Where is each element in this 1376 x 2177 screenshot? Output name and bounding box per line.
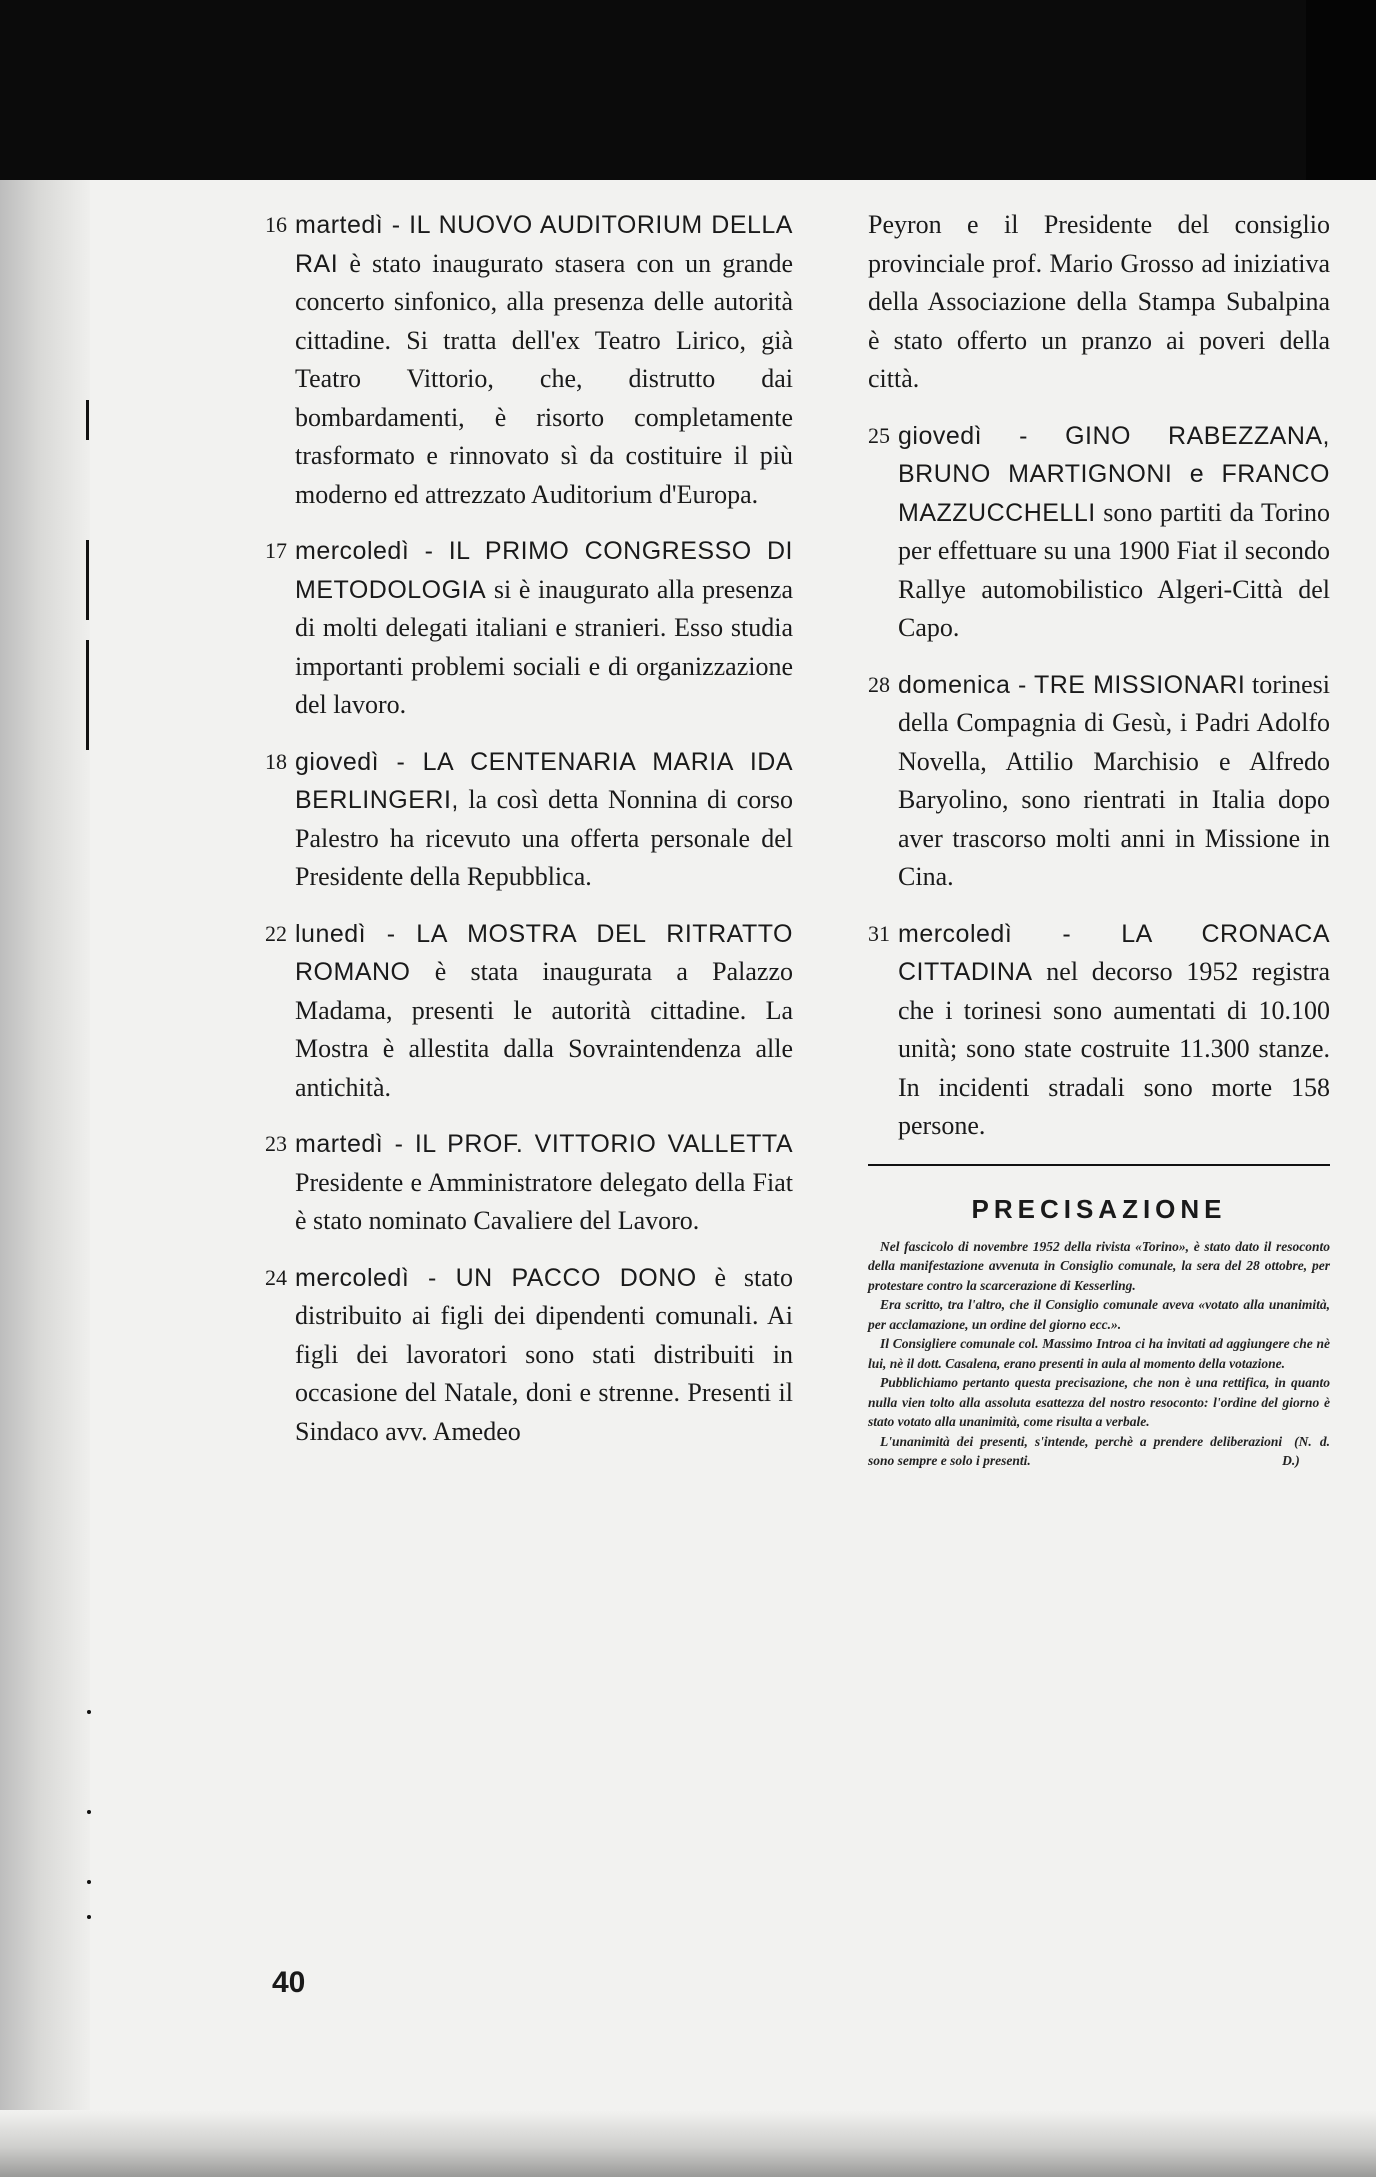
right-column	[868, 206, 1330, 1471]
margin-mark	[86, 540, 89, 620]
entry-day: 23	[265, 1131, 287, 1156]
precisazione-paragraph: Pubblichiamo pertanto questa precisazione, che non è una rettifica, in quanto nulla vien tolto alla assoluta esattezza del nostro resoconto: l'ordine del giorno è stato votato alla unanimità, come risulta a verbale.	[868, 1375, 1330, 1429]
entry-day: 22	[265, 920, 287, 946]
entry-headline: martedì - IL NUOVO AUDITORIUM DELLA RAI	[295, 211, 793, 278]
precisazione-paragraph: L'unanimità dei presenti, s'intende, perchè a prendere deliberazioni sono sempre e solo i presenti.	[868, 1433, 1283, 1468]
entry-day: 18	[265, 748, 287, 774]
precisazione-paragraph: Il Consigliere comunale col. Massimo Introa ci ha invitati ad aggiungere che nè lui, nè il dott. Casalena, erano presenti in aula al momento della votazione.	[868, 1336, 1330, 1371]
chronicle-entry	[265, 1125, 793, 1241]
entry-body: sono partiti da Torino per effettuare su una 1900 Fiat il secondo Rallye automobilistico Algeri-Città del Capo.	[898, 497, 1330, 642]
margin-mark	[86, 640, 89, 750]
entry-body: Presidente e Amministratore delegato della Fiat è stato nominato Cavaliere del Lavoro.	[295, 1167, 793, 1235]
chronicle-entry	[868, 666, 1330, 897]
chronicle-entry	[265, 206, 793, 514]
entry-body: è stata inaugurata a Palazzo Madama, presenti le autorità cittadine. La Mostra è allestita dalla Sovraintendenza alle antichità.	[295, 957, 793, 1102]
chronicle-entry	[265, 1259, 793, 1452]
entry-headline: giovedì - LA CENTENARIA MARIA IDA BERLINGERI,	[295, 747, 793, 814]
margin-dot	[87, 1710, 91, 1714]
entry-day: 17	[265, 538, 287, 563]
margin-mark	[86, 400, 89, 440]
precisazione-body	[868, 1237, 1330, 1471]
precisazione-signature: (N. d. D.)	[1282, 1433, 1330, 1468]
scan-left-shadow	[0, 180, 90, 2177]
chronicle-entry	[265, 532, 793, 725]
entry-headline: lunedì - LA MOSTRA DEL RITRATTO ROMANO	[295, 919, 793, 986]
chronicle-entry	[868, 915, 1330, 1146]
chronicle-entry	[868, 417, 1330, 648]
scan-bottom-shadow	[0, 2110, 1376, 2177]
chronicle-entry	[265, 915, 793, 1108]
entry-day: 24	[265, 1264, 287, 1290]
margin-dot	[87, 1915, 91, 1919]
entry-headline: mercoledì - IL PRIMO CONGRESSO DI METODOLOGIA	[295, 537, 793, 604]
chronicle-entry	[265, 743, 793, 897]
entry-day: 31	[868, 920, 890, 946]
entry-body: la così detta Nonnina di corso Palestro ha ricevuto una offerta personale del Presidente della Repubblica.	[295, 785, 793, 891]
margin-dot	[87, 1880, 91, 1884]
scan-top-band	[0, 0, 1376, 180]
margin-dot	[87, 1810, 91, 1814]
entry-headline: mercoledì - LA CRONACA CITTADINA	[898, 919, 1330, 986]
entry-body: torinesi della Compagnia di Gesù, i Padri Adolfo Novella, Attilio Marchisio e Alfredo Baryolino, sono rientrati in Italia dopo aver trascorso molti anni in Missione in Cina.	[898, 669, 1330, 891]
entry-headline: martedì - IL PROF. VITTORIO VALLETTA	[295, 1130, 793, 1158]
entry-day: 25	[868, 422, 890, 448]
entry-continuation: Peyron e il Presidente del consiglio provinciale prof. Mario Grosso ad iniziativa della Associazione della Stampa Subalpina è stato offerto un pranzo ai poveri della città.	[868, 210, 1330, 393]
precisazione-paragraph: Era scritto, tra l'altro, che il Consiglio comunale aveva «votato alla unanimità, per acclamazione, un ordine del giorno ecc.».	[868, 1297, 1330, 1332]
entry-day: 28	[868, 671, 890, 697]
entry-body: è stato distribuito ai figli dei dipendenti comunali. Ai figli dei lavoratori sono stati distribuiti in occasione del Natale, doni e strenne. Presenti il Sindaco avv. Amedeo	[295, 1262, 793, 1446]
entry-day: 16	[265, 212, 287, 237]
page-number: 40	[272, 1966, 306, 1999]
entry-headline: giovedì - GINO RABEZZANA, BRUNO MARTIGNONI e FRANCO MAZZUCCHELLI	[898, 421, 1330, 527]
entry-body: è stato inaugurato stasera con un grande concerto sinfonico, alla presenza delle autorità cittadine. Si tratta dell'ex Teatro Lirico, già Teatro Vittorio, che, distrutto dai bombardamenti, è risorto completamente trasformato e rinnovato sì da costituire il più moderno ed attrezzato Auditorium d'Europa.	[295, 248, 793, 509]
entry-headline: mercoledì - UN PACCO DONO	[295, 1263, 697, 1292]
section-divider	[868, 1164, 1330, 1166]
entry-headline: domenica - TRE MISSIONARI	[898, 670, 1246, 699]
precisazione-title: PRECISAZIONE	[971, 1193, 1227, 1224]
precisazione-closing	[868, 1432, 1330, 1471]
entry-body: nel decorso 1952 registra che i torinesi sono aumentati di 10.100 unità; sono state costruite 11.300 stanze. In incidenti stradali sono morte 158 persone.	[898, 957, 1330, 1140]
entry-body: si è inaugurato alla presenza di molti delegati italiani e stranieri. Esso studia importanti problemi sociali e di organizzazione del lavoro.	[295, 574, 793, 719]
precisazione-paragraph: Nel fascicolo di novembre 1952 della rivista «Torino», è stato dato il resoconto della manifestazione avvenuta in Consiglio comunale, la sera del 28 ottobre, per protestare contro la scarcerazione di Kesserling.	[868, 1238, 1330, 1293]
left-column	[265, 206, 793, 1469]
